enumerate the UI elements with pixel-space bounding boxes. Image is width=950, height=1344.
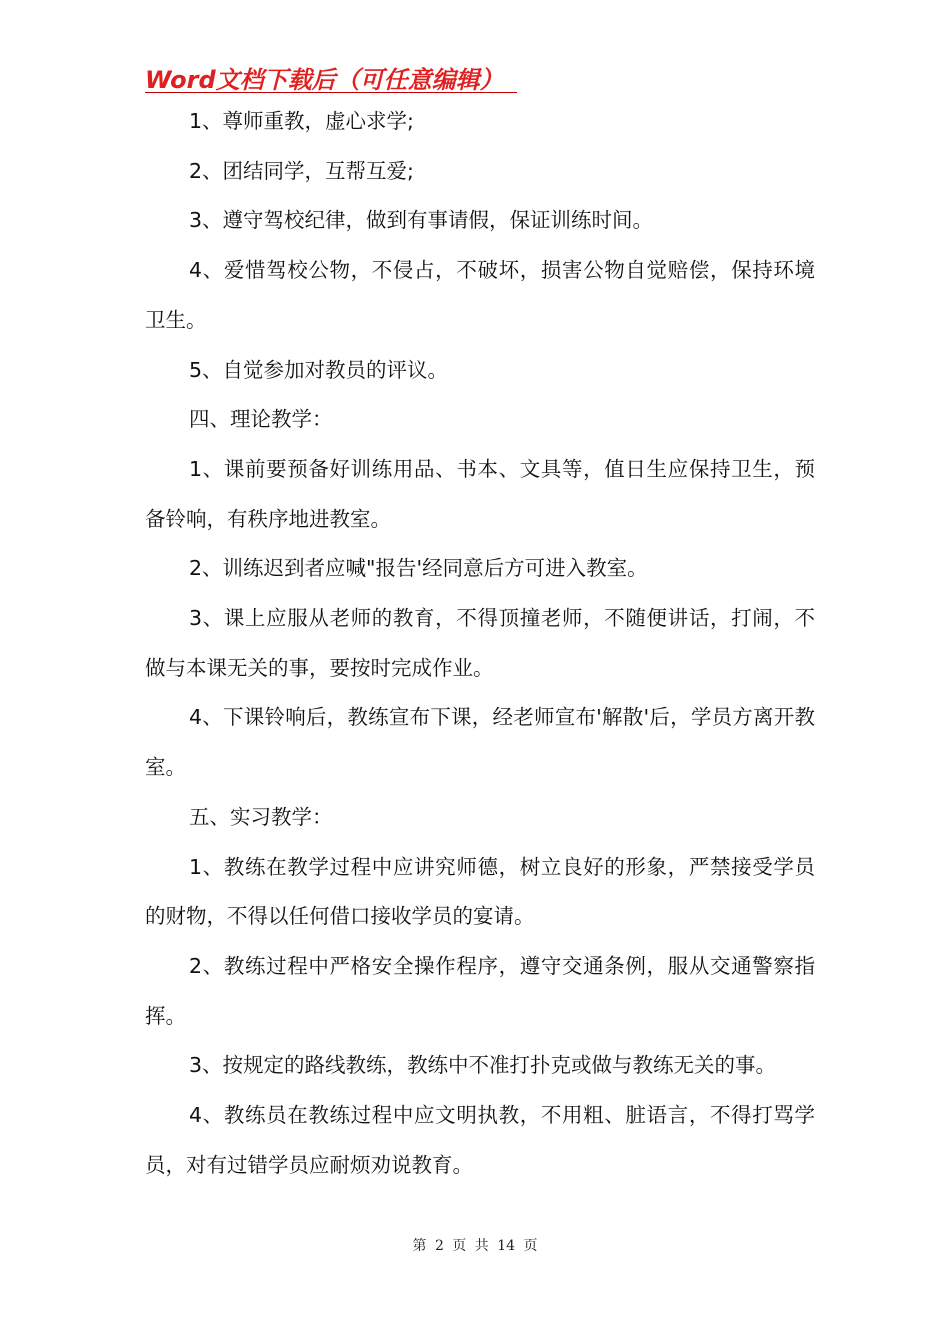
paragraph: 4、教练员在教练过程中应文明执教，不用粗、脏语言，不得打骂学员，对有过错学员应耐烦劝说教育。 — [145, 1103, 815, 1177]
paragraph: 1、教练在教学过程中应讲究师德，树立良好的形象，严禁接受学员的财物，不得以任何借口接收学员的宴请。 — [145, 854, 815, 929]
paragraph: 3、遵守驾校纪律，做到有事请假，保证训练时间。 — [189, 208, 654, 233]
paragraph: 1、课前要预备好训练用品、书本、文具等，值日生应保持卫生，预备铃响，有秩序地进教室。 — [145, 456, 815, 531]
paragraph: 4、下课铃响后，教练宣布下课，经老师宣布'解散'后，学员方离开教室。 — [145, 705, 815, 780]
header-title: Word文档下载后（可任意编辑） — [145, 66, 504, 94]
paragraph: 2、团结同学，互帮互爱; — [189, 158, 414, 183]
paragraph: 4、爱惜驾校公物，不侵占，不破坏，损害公物自觉赔偿，保持环境卫生。 — [145, 258, 815, 332]
section-heading: 五、实习教学： — [189, 804, 333, 829]
paragraph: 5、自觉参加对教员的评议。 — [189, 357, 449, 382]
document-body — [145, 97, 815, 1190]
page-header — [145, 58, 517, 93]
paragraph: 3、课上应服从老师的教育，不得顶撞老师，不随便讲话，打闹，不做与本课无关的事，要按时完成作业。 — [145, 606, 815, 680]
section-heading: 四、理论教学： — [189, 407, 333, 432]
paragraph: 2、教练过程中严格安全操作程序，遵守交通条例，服从交通警察指挥。 — [145, 953, 815, 1028]
paragraph: 1、尊师重教，虚心求学; — [189, 109, 414, 133]
paragraph: 3、按规定的路线教练，教练中不准打扑克或做与教练无关的事。 — [189, 1053, 777, 1078]
page-footer — [0, 1235, 950, 1255]
page-number: 第 2 页 共 14 页 — [412, 1238, 538, 1254]
paragraph: 2、训练迟到者应喊"报告'经同意后方可进入教室。 — [189, 556, 648, 581]
